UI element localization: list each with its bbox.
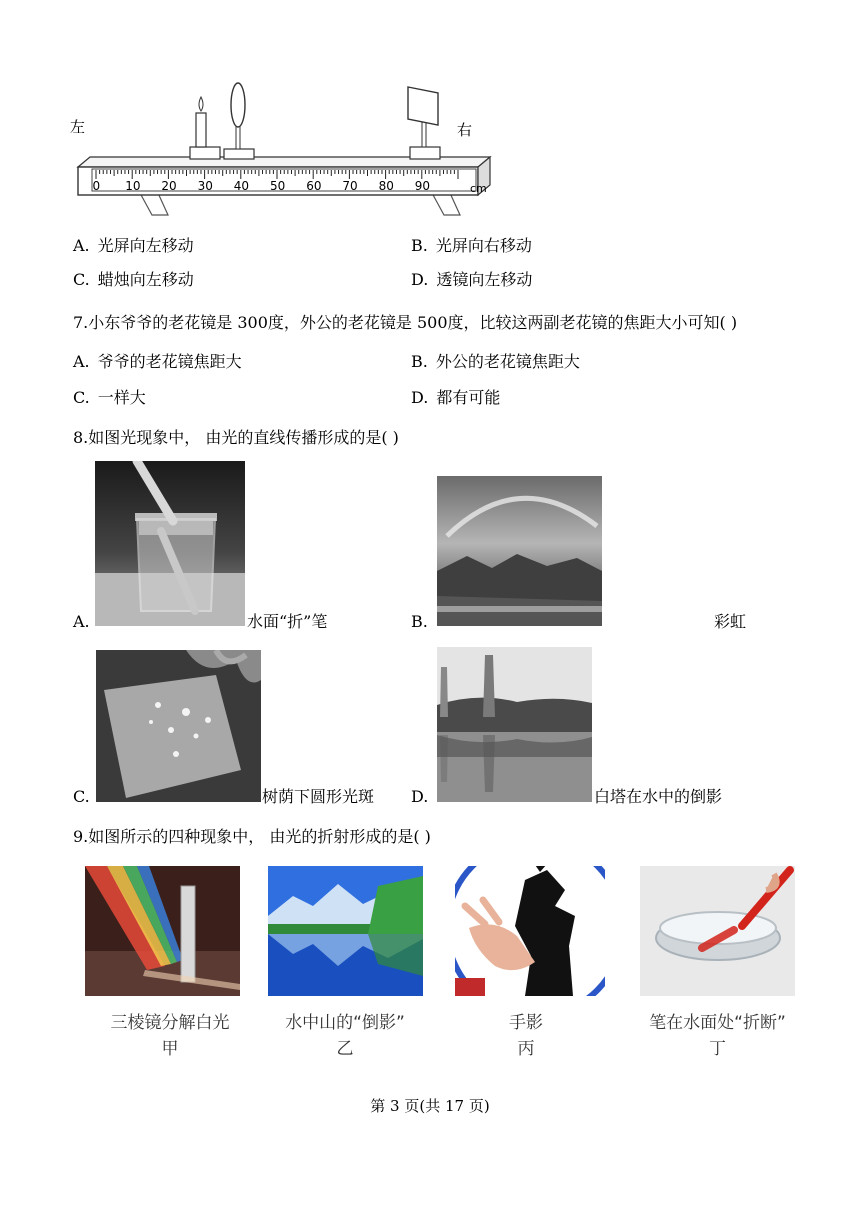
caption-label: 乙 (336, 1039, 354, 1059)
optical-bench-drawing (60, 75, 500, 220)
q9-caption-broken-pencil (620, 1010, 815, 1062)
ruler-tick-label: 40 (233, 179, 250, 193)
q9-caption-hand-shadow (436, 1010, 616, 1062)
option-text: 透镜向左移动 (436, 270, 533, 289)
bench-left-label: 左 (70, 118, 86, 136)
option-letter: B. (411, 352, 428, 371)
option-text: 都有可能 (436, 388, 501, 407)
option-text: 光屏向左移动 (97, 236, 194, 255)
page-footer: 第 3 页(共 17 页) (370, 1097, 490, 1115)
ruler-unit-label: cm (470, 182, 487, 195)
ruler-tick-label: 20 (161, 179, 177, 193)
bench-right-label: 右 (457, 121, 473, 139)
optical-bench-figure (60, 75, 500, 220)
q6-option-b[interactable] (411, 236, 532, 256)
ruler-tick-label: 10 (125, 179, 141, 193)
q9-image-prism (85, 866, 240, 996)
ruler-tick-label: 70 (342, 179, 358, 193)
caption-label: 丁 (709, 1039, 726, 1059)
q9-image-broken-pencil (640, 866, 795, 996)
q6-option-c[interactable] (73, 270, 194, 290)
q8-caption-b: 彩虹 (714, 612, 747, 631)
option-text: 光屏向右移动 (435, 236, 532, 255)
option-text: 一样大 (97, 388, 146, 407)
q9-stem: 9.如图所示的四种现象中， 由光的折射形成的是( ) (73, 827, 431, 846)
q7-option-d[interactable] (411, 388, 500, 408)
q8-image-a-bent-pencil (95, 461, 245, 626)
q8-caption-a: 水面“折”笔 (247, 612, 328, 631)
option-text: 外公的老花镜焦距大 (435, 352, 580, 371)
q8-caption-c: 树荫下圆形光斑 (262, 787, 375, 806)
option-letter: C. (73, 388, 90, 407)
q8-image-c-light-spots (96, 650, 261, 802)
ruler-tick-label: 30 (197, 179, 213, 193)
q6-option-d[interactable] (411, 270, 532, 290)
caption-label: 丙 (517, 1039, 535, 1059)
option-text: 爷爷的老花镜焦距大 (97, 352, 242, 371)
option-letter: D. (411, 270, 429, 289)
q7-option-a[interactable] (73, 352, 242, 372)
caption-label: 甲 (161, 1039, 179, 1059)
option-letter: D. (411, 388, 429, 407)
ruler-tick-label: 0 (92, 179, 101, 193)
q8-image-b-rainbow (437, 476, 602, 626)
q9-caption-prism (80, 1010, 260, 1062)
ruler-tick-label: 90 (414, 179, 431, 193)
ruler-tick-label: 50 (270, 179, 286, 193)
ruler-tick-label: 80 (378, 179, 394, 193)
q7-stem: 7.小东爷爷的老花镜是 300度，外公的老花镜是 500度，比较这两副老花镜的焦距大小可知( ) (73, 313, 738, 332)
q8-option-c-letter[interactable]: C. (73, 787, 90, 806)
option-letter: B. (411, 236, 428, 255)
q8-caption-d: 白塔在水中的倒影 (594, 787, 723, 806)
q8-option-d-letter[interactable]: D. (411, 787, 429, 806)
q7-option-b[interactable] (411, 352, 580, 372)
caption-text: 手影 (509, 1013, 543, 1033)
caption-text: 笔在水面处“折断” (649, 1013, 786, 1033)
q8-stem: 8.如图光现象中， 由光的直线传播形成的是( ) (73, 428, 399, 447)
q8-image-d-pagoda-reflection (437, 647, 592, 802)
option-text: 蜡烛向左移动 (97, 270, 194, 289)
q9-image-mountain-reflection (268, 866, 423, 996)
ruler-tick-label: 60 (306, 179, 322, 193)
caption-text: 三棱镜分解白光 (110, 1013, 230, 1033)
q8-option-a-letter[interactable]: A. (73, 612, 90, 631)
q9-image-hand-shadow (455, 866, 605, 996)
option-letter: C. (73, 270, 90, 289)
option-letter: A. (73, 236, 90, 255)
q6-option-a[interactable] (73, 236, 194, 256)
option-letter: A. (73, 352, 90, 371)
q7-option-c[interactable] (73, 388, 146, 408)
caption-text: 水中山的“倒影” (285, 1013, 405, 1033)
q8-option-b-letter[interactable]: B. (411, 612, 428, 631)
q9-caption-mountain (255, 1010, 435, 1062)
